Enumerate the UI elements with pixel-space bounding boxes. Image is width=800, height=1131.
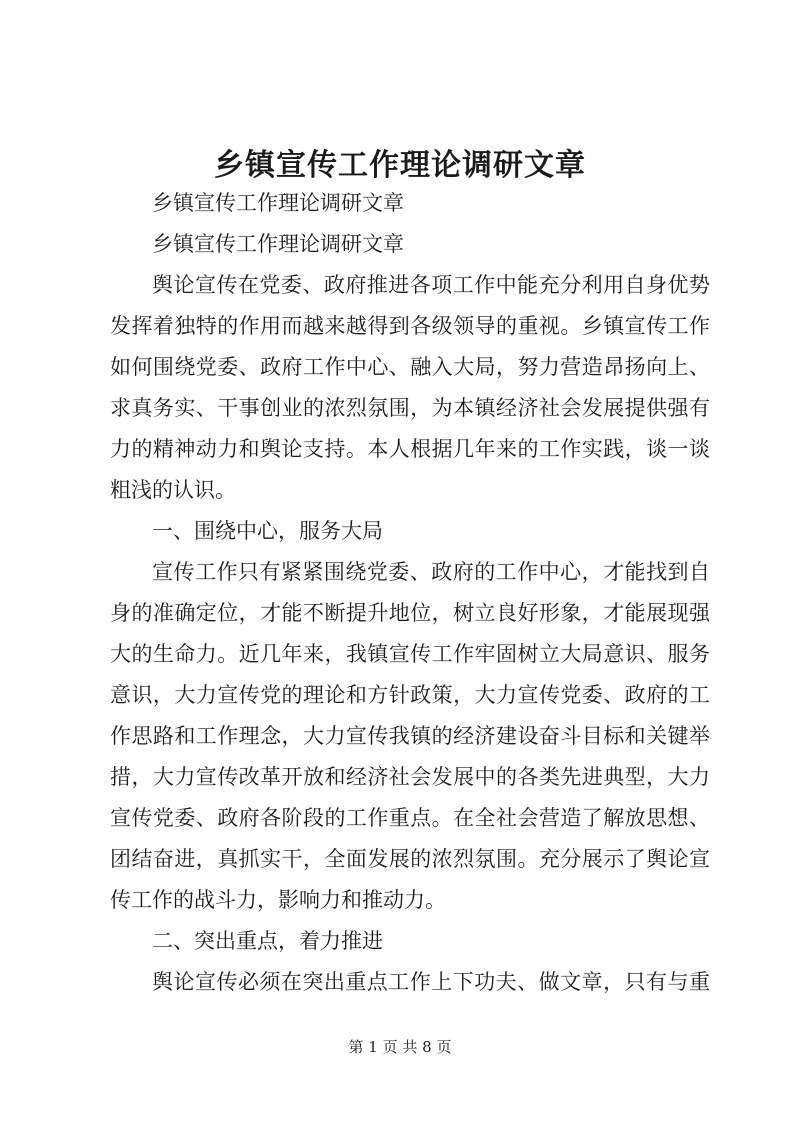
- paragraph-line: 如何围绕党委、政府工作中心、融入大局，努力营造昂扬向上、: [110, 355, 710, 379]
- paragraph-line: 求真务实、干事创业的浓烈氛围，为本镇经济社会发展提供强有: [110, 396, 710, 420]
- paragraph-line: 传工作的战斗力，影响力和推动力。: [110, 888, 446, 912]
- paragraph-line: 团结奋进，真抓实干，全面发展的浓烈氛围。充分展示了舆论宣: [110, 847, 710, 871]
- section-heading: 一、围绕中心，服务大局: [152, 519, 383, 543]
- paragraph-line: 宣传工作只有紧紧围绕党委、政府的工作中心，才能找到自: [152, 560, 710, 584]
- document-title: 乡镇宣传工作理论调研文章: [214, 148, 586, 183]
- paragraph-line: 措，大力宣传改革开放和经济社会发展中的各类先进典型，大力: [110, 765, 710, 789]
- paragraph-line: 意识，大力宣传党的理论和方针政策，大力宣传党委、政府的工: [110, 683, 710, 707]
- paragraph-line: 大的生命力。近几年来，我镇宣传工作牢固树立大局意识、服务: [110, 642, 710, 666]
- paragraph-line: 乡镇宣传工作理论调研文章: [152, 232, 404, 256]
- document-body: [110, 183, 710, 1003]
- paragraph-line: 发挥着独特的作用而越来越得到各级领导的重视。乡镇宣传工作: [110, 314, 710, 338]
- paragraph-line: 粗浅的认识。: [110, 478, 236, 502]
- paragraph-line: 作思路和工作理念，大力宣传我镇的经济建设奋斗目标和关键举: [110, 724, 710, 748]
- paragraph-line: 乡镇宣传工作理论调研文章: [152, 191, 404, 215]
- paragraph-line: 宣传党委、政府各阶段的工作重点。在全社会营造了解放思想、: [110, 806, 710, 830]
- section-heading: 二、突出重点，着力推进: [152, 929, 383, 953]
- paragraph-line: 舆论宣传必须在突出重点工作上下功夫、做文章，只有与重: [152, 970, 710, 994]
- paragraph-line: 舆论宣传在党委、政府推进各项工作中能充分利用自身优势: [152, 273, 710, 297]
- page-number-footer: 第 1 页 共 8 页: [348, 1038, 452, 1056]
- paragraph-line: 身的准确定位，才能不断提升地位，树立良好形象，才能展现强: [110, 601, 710, 625]
- paragraph-line: 力的精神动力和舆论支持。本人根据几年来的工作实践，谈一谈: [110, 437, 710, 461]
